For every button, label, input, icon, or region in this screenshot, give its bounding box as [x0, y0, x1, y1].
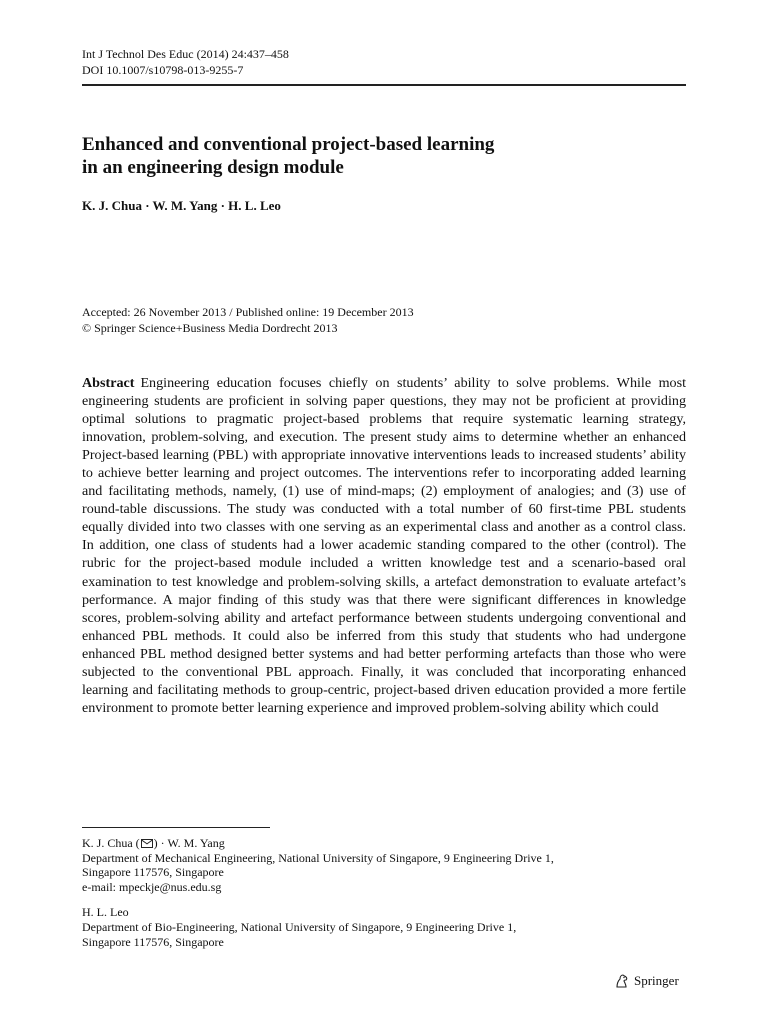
article-title	[82, 133, 686, 179]
footnote-authors	[82, 836, 686, 851]
abstract-text: Engineering education focuses chiefly on students’ ability to solve problems. While most engineering students are proficient in solving paper questions, they may not be proficient at providing optimal solutions to pragmatic project-based problems that require systematic learning strategy, innovation, problem-solving, and execution. The present study aims to determine whether an enhanced Project-based learning (PBL) with appropriate innovative interventions leads to increased students’ ability to achieve better learning and project outcomes. The interventions refer to incorporating added learning and facilitating methods, namely, (1) use of mind-maps; (2) employment of analogies; and (3) use of round-table discussions. The study was conducted with a total number of 60 first-time PBL students equally divided into two classes with one serving as an experimental class and another as a control class. In addition, one class of students had a lower academic standing compared to the other (control). The rubric for the project-based module included a written knowledge test and a scenario-based oral examination to test knowledge and problem-solving skills, a artefact demonstration to evaluate artefact’s performance. A major finding of this study was that there were significant differences in knowledge scores, problem-solving ability and artefact performance between students undergoing conventional and enhanced PBL methods. It could also be inferred from this study that students who had undergone enhanced PBL method designed better systems and had better performing artefacts than those who were subjected to the conventional PBL approach. Finally, it was concluded that incorporating enhanced learning and facilitating methods to group-centric, project-based driven education provided a more fertile environment to promote better learning experience and improved problem-solving ability which could	[82, 375, 686, 716]
title-line-1: Enhanced and conventional project-based learning	[82, 134, 495, 155]
publisher-logo	[614, 972, 679, 990]
header-rule	[82, 84, 686, 86]
footnote-author-2: H. L. Leo	[82, 905, 129, 920]
department-2: Department of Bio-Engineering, National University of Singapore, 9 Engineering Drive 1,	[82, 919, 517, 934]
department-1: Department of Mechanical Engineering, National University of Singapore, 9 Engineering Drive 1,	[82, 850, 554, 865]
publisher-name: Springer	[634, 973, 679, 988]
coauthor: ) · W. M. Yang	[153, 836, 225, 850]
author-list: K. J. Chua · W. M. Yang · H. L. Leo	[82, 198, 281, 213]
abstract-label: Abstract	[82, 375, 135, 391]
email-link[interactable]: e-mail: mpeckje@nus.edu.sg	[82, 879, 222, 894]
city-1: Singapore 117576, Singapore	[82, 865, 224, 880]
abstract	[82, 374, 686, 717]
corresponding-author: K. J. Chua (	[82, 836, 140, 850]
footnotes	[82, 836, 686, 949]
publication-info	[82, 304, 686, 336]
publication-dates: Accepted: 26 November 2013 / Published online: 19 December 2013	[82, 305, 414, 319]
city-2: Singapore 117576, Singapore	[82, 934, 224, 949]
springer-horse-icon	[614, 973, 630, 989]
footnote-affiliation-1	[82, 836, 686, 894]
footnote-affiliation-2	[82, 905, 686, 949]
page-content	[82, 46, 686, 717]
title-line-2: in an engineering design module	[82, 157, 344, 178]
journal-citation: Int J Technol Des Educ (2014) 24:437–458	[82, 47, 289, 61]
copyright-notice: © Springer Science+Business Media Dordrecht 2013	[82, 321, 338, 335]
footnote-rule	[82, 827, 270, 828]
envelope-icon	[141, 839, 153, 848]
doi[interactable]: DOI 10.1007/s10798-013-9255-7	[82, 63, 244, 77]
